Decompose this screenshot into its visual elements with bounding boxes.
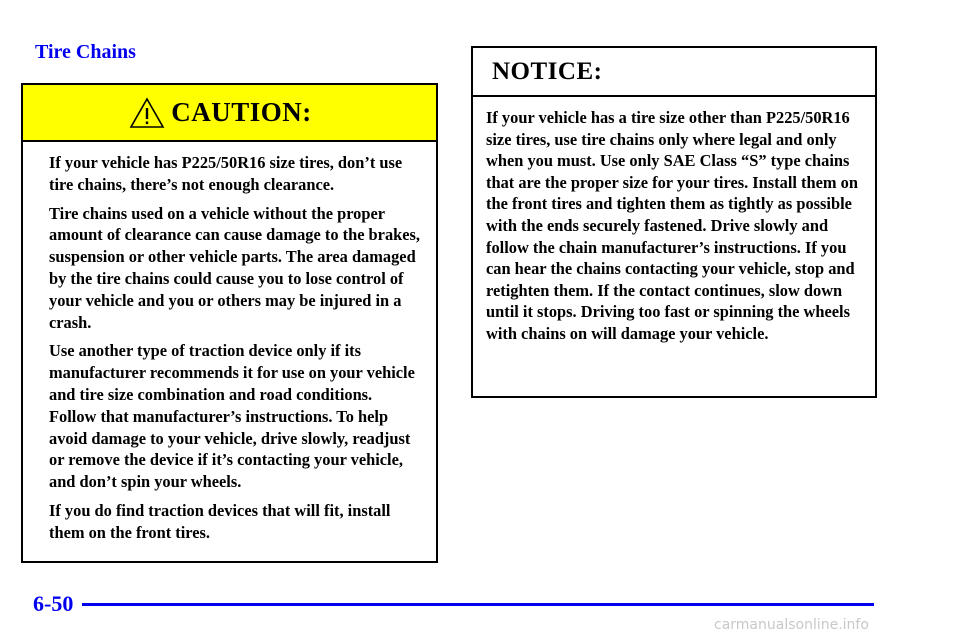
notice-header: [473, 48, 875, 97]
footer-rule: [82, 603, 874, 606]
notice-text: If your vehicle has a tire size other than P225/50R16 size tires, use tire chains only where legal and only when you must. Use only SAE Class “S” type chains that are the proper size for your tires. Install them on the front tires and tighten them as tightly as possible with the ends securely fastened. Drive slowly and follow the chain manufacturer’s instructions. If you can hear the chains contacting your vehicle, stop and retighten them. If the contact continues, slow down until it stops. Driving too fast or spinning the wheels with chains on will damage your vehicle.: [486, 108, 858, 343]
notice-box: [471, 46, 877, 398]
caution-paragraph: Use another type of traction device only if its manufacturer recommends it for use on your vehicle and tire size combination and road conditions. Follow that manufacturer’s instructions. To help avoid damage to your vehicle, drive slowly, readjust or remove the device if it’s contacting your vehicle, and don’t spin your wheels.: [49, 341, 415, 492]
section-title: Tire Chains: [35, 41, 136, 63]
caution-box: [21, 83, 438, 563]
caution-header: [23, 85, 436, 142]
watermark: carmanualsonline.info: [714, 617, 869, 633]
notice-title: NOTICE:: [492, 57, 603, 85]
caution-paragraph: Tire chains used on a vehicle without the proper amount of clearance can cause damage to the brakes, suspension or other vehicle parts. The area damaged by the tire chains could cause you to lose control of your vehicle and you or others may be injured in a crash.: [49, 203, 421, 332]
caution-paragraph: If you do find traction devices that will fit, install them on the front tires.: [49, 500, 391, 542]
caution-paragraph: If your vehicle has P225/50R16 size tires, don’t use tire chains, there’s not enough clearance.: [49, 153, 403, 194]
notice-body: [473, 97, 875, 345]
page-number: 6-50: [33, 591, 74, 616]
caution-body: [23, 142, 436, 544]
warning-triangle-icon: [129, 97, 165, 129]
caution-title: CAUTION:: [171, 97, 312, 127]
